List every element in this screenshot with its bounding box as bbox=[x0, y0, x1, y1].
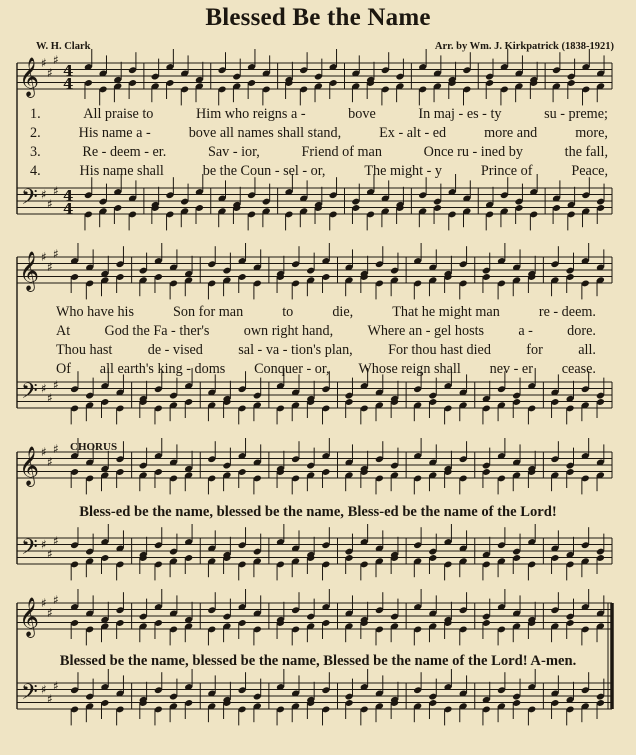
lyric-fragment: Prince of bbox=[480, 163, 533, 179]
sharp-icon: ♯ bbox=[41, 537, 47, 552]
time-signature-bottom: 4 bbox=[63, 200, 74, 218]
lyric-fragment: Conquer - or, bbox=[254, 361, 330, 377]
lyric-fragment: 2. bbox=[30, 125, 41, 141]
arranger-credit: Arr. by Wm. J. Kirkpatrick (1838-1921) bbox=[434, 41, 614, 52]
lyric-fragment: bove all names shall stand, bbox=[188, 125, 342, 141]
lyric-fragment: more, bbox=[575, 125, 608, 141]
sharp-icon: ♯ bbox=[47, 391, 53, 405]
sharp-icon: ♯ bbox=[53, 184, 59, 198]
sharp-icon: ♯ bbox=[47, 260, 53, 274]
sharp-icon: ♯ bbox=[41, 56, 47, 70]
verse-4-line-b bbox=[56, 361, 596, 378]
lyric-fragment: Ex - alt - ed bbox=[379, 125, 447, 141]
sharp-icon: ♯ bbox=[41, 596, 47, 610]
sharp-icon: ♯ bbox=[47, 66, 53, 80]
lyric-fragment: cease. bbox=[561, 361, 596, 377]
chorus-label: CHORUS bbox=[70, 441, 118, 453]
chorus-lyric-line-2: Blessed be the name, blessed be the name, Blessed be the name of the Lord! A-men. bbox=[59, 653, 577, 669]
lyric-fragment: 4. bbox=[30, 163, 41, 179]
sharp-icon: ♯ bbox=[53, 593, 59, 607]
lyric-fragment: sal - va - tion's plan, bbox=[238, 342, 353, 358]
sharp-icon: ♯ bbox=[47, 606, 53, 620]
lyric-fragment: That he might man bbox=[392, 304, 500, 320]
time-signature-top: 4 bbox=[63, 62, 74, 80]
sharp-icon: ♯ bbox=[53, 442, 59, 456]
time-signature-top: 4 bbox=[63, 187, 74, 205]
lyric-fragment: all earth's king - doms bbox=[99, 361, 226, 377]
lyric-fragment: For thou hast died bbox=[388, 342, 491, 358]
lyric-fragment: own right hand, bbox=[243, 323, 334, 339]
lyric-fragment: The might - y bbox=[364, 163, 442, 179]
sharp-icon: ♯ bbox=[53, 53, 59, 67]
sharp-icon: ♯ bbox=[47, 692, 53, 706]
sharp-icon: ♯ bbox=[53, 534, 59, 548]
sharp-icon: ♯ bbox=[53, 378, 59, 392]
lyric-fragment: Who have his bbox=[56, 304, 135, 320]
sharp-icon: ♯ bbox=[47, 197, 53, 211]
lyric-fragment: Where an - gel hosts bbox=[367, 323, 485, 339]
verse-3-line-a bbox=[30, 144, 608, 161]
lyric-fragment: Friend of man bbox=[301, 144, 382, 160]
clef-icon: 𝄢 bbox=[21, 379, 38, 409]
lyric-fragment: Of bbox=[56, 361, 71, 377]
verse-3-line-b bbox=[56, 342, 596, 359]
lyric-fragment: Thou hast bbox=[56, 342, 113, 358]
sharp-icon: ♯ bbox=[47, 547, 53, 561]
clef-icon: 𝄞 bbox=[19, 597, 40, 637]
verse-2-line-b bbox=[56, 323, 596, 340]
sharp-icon: ♯ bbox=[47, 455, 53, 469]
lyric-fragment: to bbox=[282, 304, 294, 320]
sharp-icon: ♯ bbox=[41, 250, 47, 264]
lyric-fragment: the fall, bbox=[564, 144, 608, 160]
lyric-fragment: In maj - es - ty bbox=[418, 106, 502, 122]
lyric-fragment: His name a - bbox=[78, 125, 151, 141]
lyric-fragment: nev - er bbox=[489, 361, 533, 377]
lyric-fragment: de - vised bbox=[147, 342, 203, 358]
lyric-fragment: Once ru - ined by bbox=[423, 144, 523, 160]
composer-credit: W. H. Clark bbox=[36, 41, 91, 52]
sharp-icon: ♯ bbox=[41, 445, 47, 459]
sharp-icon: ♯ bbox=[53, 247, 59, 261]
lyric-fragment: for bbox=[526, 342, 543, 358]
clef-icon: 𝄢 bbox=[21, 185, 38, 215]
clef-icon: 𝄞 bbox=[19, 251, 40, 291]
time-signature-bottom: 4 bbox=[63, 75, 74, 93]
verse-1-line-b bbox=[56, 304, 596, 321]
hymn-title: Blessed Be the Name bbox=[205, 4, 431, 31]
lyric-fragment: su - preme; bbox=[544, 106, 608, 122]
lyric-fragment: die, bbox=[332, 304, 354, 320]
lyric-fragment: be the Coun - sel - or, bbox=[202, 163, 326, 179]
clef-icon: 𝄞 bbox=[19, 57, 40, 97]
clef-icon: 𝄞 bbox=[19, 446, 40, 486]
lyric-fragment: Him who reigns a - bbox=[196, 106, 306, 122]
lyric-fragment: Re - deem - er. bbox=[82, 144, 167, 160]
lyric-fragment: All praise to bbox=[83, 106, 154, 122]
chorus-lyric-line-1: Bless-ed be the name, blessed be the name, Bless-ed be the name of the Lord! bbox=[79, 504, 557, 520]
verse-4-line-a bbox=[30, 163, 608, 180]
verse-2-line-a bbox=[30, 125, 608, 142]
lyric-fragment: His name shall bbox=[79, 163, 164, 179]
lyric-fragment: Sav - ior, bbox=[207, 144, 260, 160]
lyric-fragment: God the Fa - ther's bbox=[104, 323, 210, 339]
lyric-fragment: 1. bbox=[30, 106, 41, 122]
verse-1-line-a bbox=[30, 106, 608, 123]
lyric-fragment: 3. bbox=[30, 144, 41, 160]
lyric-fragment: Peace, bbox=[571, 163, 608, 179]
lyric-fragment: more and bbox=[484, 125, 538, 141]
sharp-icon: ♯ bbox=[53, 679, 59, 693]
clef-icon: 𝄢 bbox=[21, 535, 38, 565]
lyric-fragment: Son for man bbox=[173, 304, 244, 320]
lyric-fragment: a - bbox=[518, 323, 533, 339]
lyric-fragment: Whose reign shall bbox=[358, 361, 461, 377]
lyric-fragment: re - deem. bbox=[538, 304, 596, 320]
lyric-fragment: bove bbox=[348, 106, 376, 122]
lyric-fragment: At bbox=[56, 323, 71, 339]
sharp-icon: ♯ bbox=[41, 682, 47, 697]
clef-icon: 𝄢 bbox=[21, 680, 38, 710]
lyric-fragment: dore. bbox=[567, 323, 596, 339]
sharp-icon: ♯ bbox=[41, 187, 47, 202]
sharp-icon: ♯ bbox=[41, 381, 47, 396]
lyric-fragment: all. bbox=[578, 342, 596, 358]
